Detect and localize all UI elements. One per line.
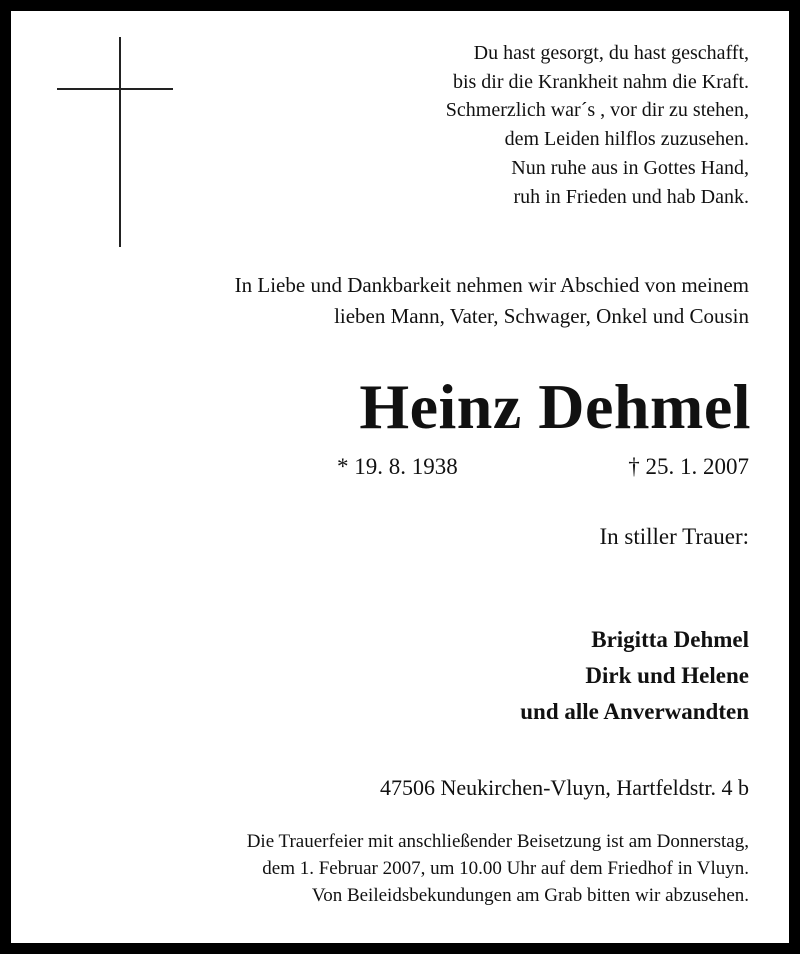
mourner-name: und alle Anverwandten	[520, 699, 749, 724]
mourner-name: Dirk und Helene	[585, 663, 749, 688]
mourner-name: Brigitta Dehmel	[591, 627, 749, 652]
funeral-info-line: Von Beileidsbekundungen am Grab bitten wir abzusehen.	[311, 885, 749, 906]
poem-line: bis dir die Krankheit nahm die Kraft.	[452, 70, 749, 93]
cross-icon	[119, 37, 121, 247]
death-date: † 25. 1. 2007	[628, 454, 749, 479]
deceased-name: Heinz Dehmel	[359, 371, 751, 442]
poem-line: Schmerzlich war´s , vor dir zu stehen,	[445, 99, 749, 122]
funeral-info-line: Die Trauerfeier mit anschließender Beisetzung ist am Donnerstag,	[246, 831, 749, 852]
address: 47506 Neukirchen-Vluyn, Hartfeldstr. 4 b	[379, 775, 749, 800]
poem-line: dem Leiden hilflos zuzusehen.	[504, 128, 749, 151]
funeral-info	[49, 828, 749, 909]
poem-line: ruh in Frieden und hab Dank.	[513, 185, 749, 208]
intro-text	[49, 270, 749, 332]
funeral-info-line: dem 1. Februar 2007, um 10.00 Uhr auf dem Friedhof in Vluyn.	[262, 858, 749, 879]
cross-icon-bar	[57, 88, 173, 90]
birth-date: * 19. 8. 1938	[337, 454, 458, 479]
mourners	[520, 622, 749, 730]
poem	[446, 39, 749, 211]
poem-line: Nun ruhe aus in Gottes Hand,	[511, 156, 749, 179]
intro-line: lieben Mann, Vater, Schwager, Onkel und Cousin	[334, 304, 749, 328]
poem-line: Du hast gesorgt, du hast geschafft,	[473, 42, 749, 64]
intro-line: In Liebe und Dankbarkeit nehmen wir Abschied von meinem	[234, 273, 749, 297]
mourning-line: In stiller Trauer:	[599, 524, 749, 549]
